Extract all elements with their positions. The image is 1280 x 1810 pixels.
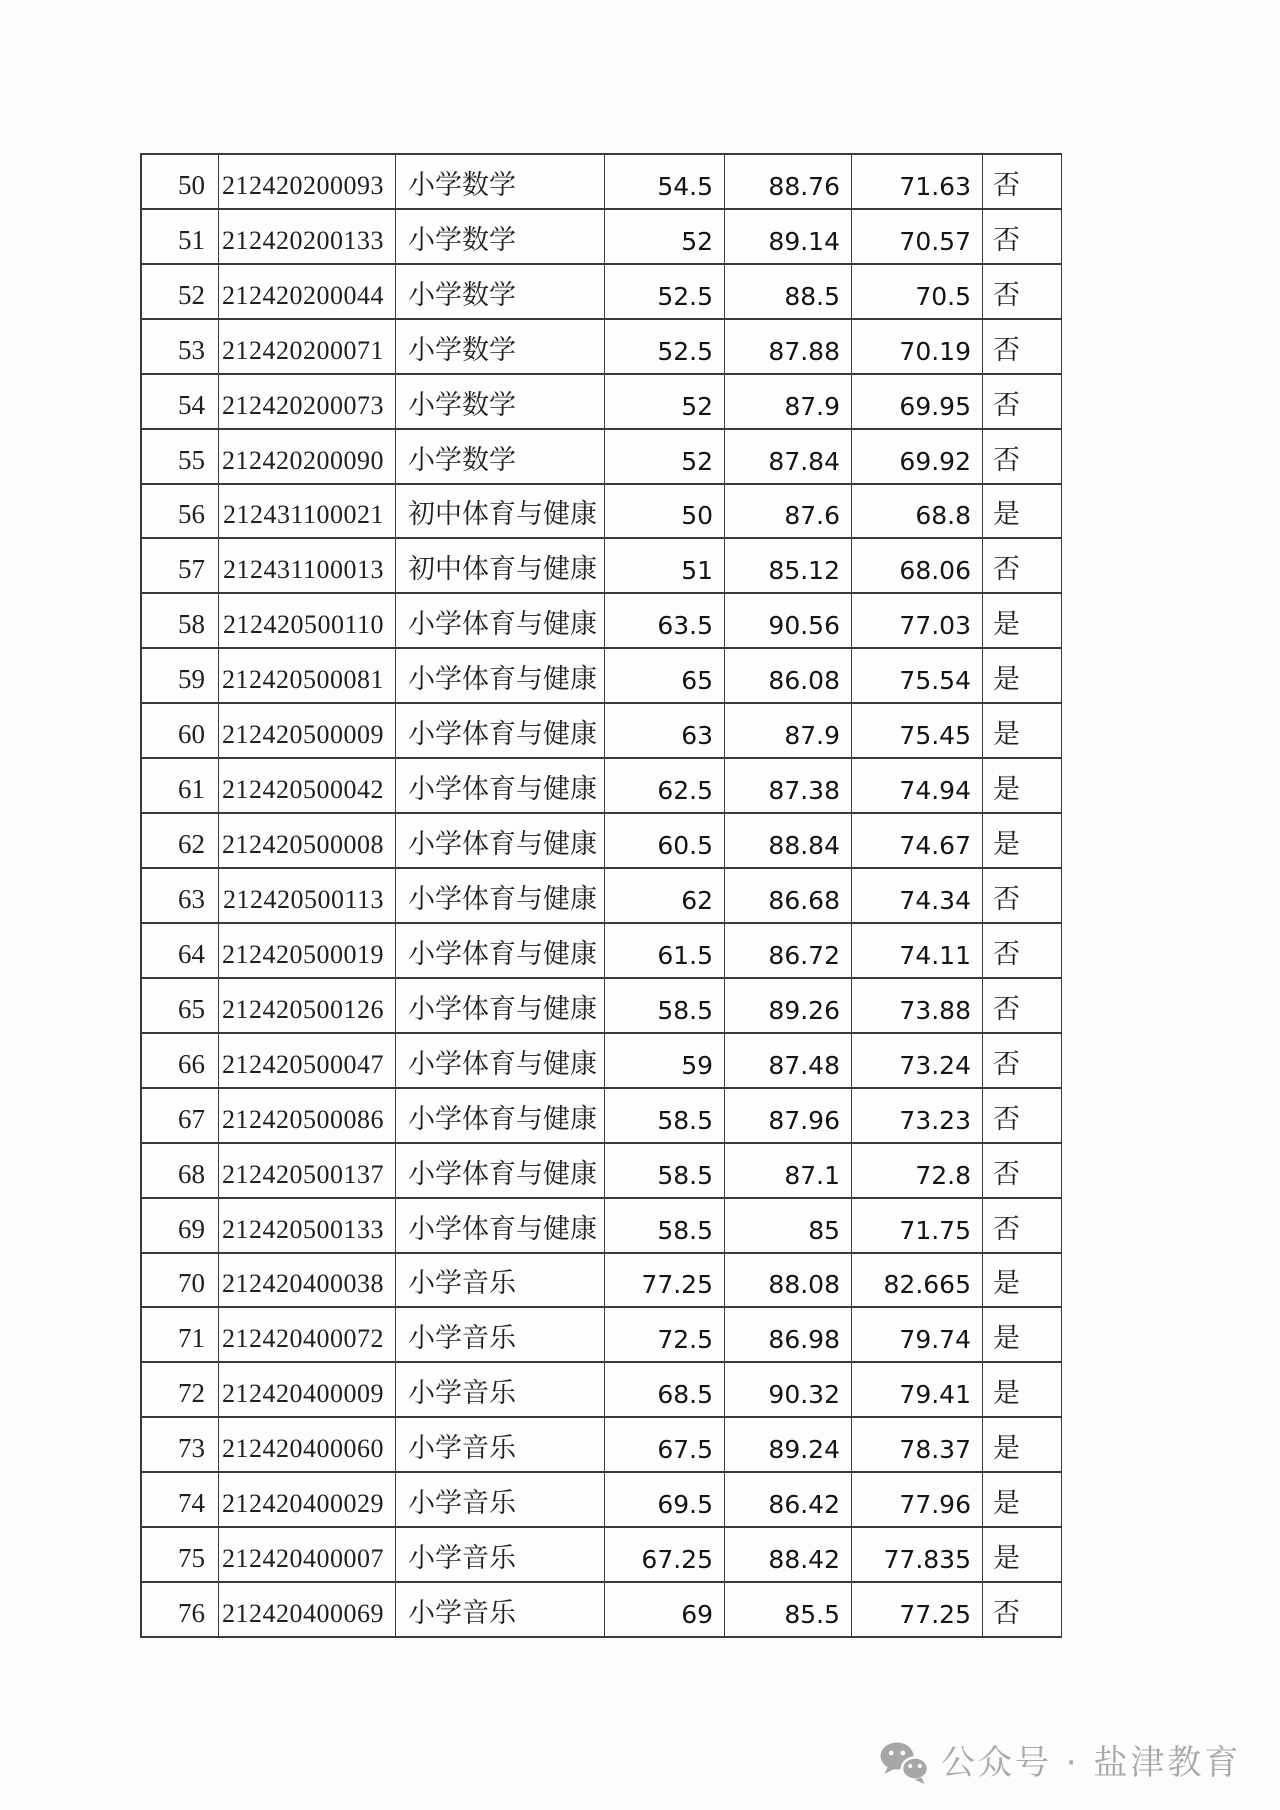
shortlisted-cell: 否 <box>983 320 1062 375</box>
total-score-cell: 75.45 <box>852 704 983 759</box>
candidate-id-cell: 212420200133 <box>219 210 396 265</box>
subject-cell: 初中体育与健康 <box>396 485 605 540</box>
score-1-cell: 58.5 <box>605 1144 725 1199</box>
score-2-cell: 85.12 <box>725 539 852 594</box>
subject-cell: 小学数学 <box>396 430 605 485</box>
candidate-id-cell: 212420400060 <box>219 1418 396 1473</box>
subject-cell: 小学音乐 <box>396 1308 605 1363</box>
candidate-id-cell: 212420500081 <box>219 649 396 704</box>
score-1-cell: 68.5 <box>605 1363 725 1418</box>
score-1-cell: 62.5 <box>605 759 725 814</box>
score-1-cell: 65 <box>605 649 725 704</box>
total-score-cell: 70.57 <box>852 210 983 265</box>
shortlisted-cell: 否 <box>983 1583 1062 1638</box>
candidate-id-cell: 212420200073 <box>219 375 396 430</box>
score-2-cell: 90.56 <box>725 594 852 649</box>
candidate-id-cell: 212420400072 <box>219 1308 396 1363</box>
total-score-cell: 69.92 <box>852 430 983 485</box>
total-score-cell: 69.95 <box>852 375 983 430</box>
score-1-cell: 58.5 <box>605 1089 725 1144</box>
total-score-cell: 79.41 <box>852 1363 983 1418</box>
total-score-cell: 71.63 <box>852 155 983 210</box>
total-score-cell: 77.96 <box>852 1473 983 1528</box>
total-score-cell: 73.23 <box>852 1089 983 1144</box>
rank-cell: 51 <box>142 210 219 265</box>
score-1-cell: 67.5 <box>605 1418 725 1473</box>
rank-cell: 59 <box>142 649 219 704</box>
shortlisted-cell: 是 <box>983 759 1062 814</box>
score-2-cell: 89.14 <box>725 210 852 265</box>
subject-cell: 小学体育与健康 <box>396 649 605 704</box>
shortlisted-cell: 是 <box>983 649 1062 704</box>
total-score-cell: 82.665 <box>852 1254 983 1309</box>
score-2-cell: 87.48 <box>725 1034 852 1089</box>
rank-cell: 74 <box>142 1473 219 1528</box>
total-score-cell: 71.75 <box>852 1199 983 1254</box>
score-1-cell: 51 <box>605 539 725 594</box>
score-1-cell: 63.5 <box>605 594 725 649</box>
shortlisted-cell: 否 <box>983 1034 1062 1089</box>
score-1-cell: 63 <box>605 704 725 759</box>
rank-cell: 76 <box>142 1583 219 1638</box>
total-score-cell: 74.34 <box>852 869 983 924</box>
rank-cell: 66 <box>142 1034 219 1089</box>
shortlisted-cell: 是 <box>983 1308 1062 1363</box>
score-2-cell: 88.76 <box>725 155 852 210</box>
score-2-cell: 86.72 <box>725 924 852 979</box>
total-score-cell: 68.8 <box>852 485 983 540</box>
total-score-cell: 73.24 <box>852 1034 983 1089</box>
score-2-cell: 88.84 <box>725 814 852 869</box>
score-2-cell: 87.84 <box>725 430 852 485</box>
score-2-cell: 88.5 <box>725 265 852 320</box>
rank-cell: 73 <box>142 1418 219 1473</box>
rank-cell: 71 <box>142 1308 219 1363</box>
score-1-cell: 62 <box>605 869 725 924</box>
total-score-cell: 72.8 <box>852 1144 983 1199</box>
score-2-cell: 87.38 <box>725 759 852 814</box>
shortlisted-cell: 否 <box>983 979 1062 1034</box>
subject-cell: 小学体育与健康 <box>396 1034 605 1089</box>
shortlisted-cell: 否 <box>983 924 1062 979</box>
candidate-id-cell: 212420500137 <box>219 1144 396 1199</box>
score-1-cell: 50 <box>605 485 725 540</box>
subject-cell: 小学体育与健康 <box>396 594 605 649</box>
total-score-cell: 70.5 <box>852 265 983 320</box>
candidate-id-cell: 212420200090 <box>219 430 396 485</box>
candidate-id-cell: 212431100021 <box>219 485 396 540</box>
score-2-cell: 86.68 <box>725 869 852 924</box>
score-2-cell: 87.1 <box>725 1144 852 1199</box>
subject-cell: 小学体育与健康 <box>396 1089 605 1144</box>
total-score-cell: 74.67 <box>852 814 983 869</box>
candidate-id-cell: 212420500126 <box>219 979 396 1034</box>
subject-cell: 小学体育与健康 <box>396 1144 605 1199</box>
shortlisted-cell: 是 <box>983 1473 1062 1528</box>
subject-cell: 小学音乐 <box>396 1254 605 1309</box>
total-score-cell: 77.835 <box>852 1528 983 1583</box>
total-score-cell: 70.19 <box>852 320 983 375</box>
score-1-cell: 69.5 <box>605 1473 725 1528</box>
score-1-cell: 77.25 <box>605 1254 725 1309</box>
candidate-id-cell: 212420400038 <box>219 1254 396 1309</box>
total-score-cell: 77.03 <box>852 594 983 649</box>
wechat-icon <box>878 1740 930 1786</box>
results-table <box>140 153 1062 1638</box>
candidate-id-cell: 212420500008 <box>219 814 396 869</box>
score-2-cell: 86.42 <box>725 1473 852 1528</box>
subject-cell: 小学音乐 <box>396 1528 605 1583</box>
subject-cell: 小学体育与健康 <box>396 759 605 814</box>
total-score-cell: 74.94 <box>852 759 983 814</box>
score-1-cell: 59 <box>605 1034 725 1089</box>
rank-cell: 50 <box>142 155 219 210</box>
rank-cell: 55 <box>142 430 219 485</box>
subject-cell: 小学数学 <box>396 155 605 210</box>
candidate-id-cell: 212420500009 <box>219 704 396 759</box>
shortlisted-cell: 是 <box>983 1528 1062 1583</box>
score-2-cell: 87.9 <box>725 704 852 759</box>
rank-cell: 62 <box>142 814 219 869</box>
score-1-cell: 52.5 <box>605 265 725 320</box>
score-1-cell: 52 <box>605 430 725 485</box>
score-2-cell: 89.26 <box>725 979 852 1034</box>
total-score-cell: 68.06 <box>852 539 983 594</box>
candidate-id-cell: 212420500110 <box>219 594 396 649</box>
subject-cell: 初中体育与健康 <box>396 539 605 594</box>
candidate-id-cell: 212420500113 <box>219 869 396 924</box>
watermark <box>878 1737 1241 1789</box>
score-1-cell: 72.5 <box>605 1308 725 1363</box>
shortlisted-cell: 是 <box>983 814 1062 869</box>
score-1-cell: 52 <box>605 210 725 265</box>
candidate-id-cell: 212420500019 <box>219 924 396 979</box>
rank-cell: 57 <box>142 539 219 594</box>
shortlisted-cell: 否 <box>983 1089 1062 1144</box>
candidate-id-cell: 212420400007 <box>219 1528 396 1583</box>
total-score-cell: 73.88 <box>852 979 983 1034</box>
candidate-id-cell: 212420500047 <box>219 1034 396 1089</box>
shortlisted-cell: 否 <box>983 869 1062 924</box>
score-2-cell: 87.6 <box>725 485 852 540</box>
score-2-cell: 86.98 <box>725 1308 852 1363</box>
candidate-id-cell: 212420200071 <box>219 320 396 375</box>
score-1-cell: 58.5 <box>605 979 725 1034</box>
total-score-cell: 79.74 <box>852 1308 983 1363</box>
score-1-cell: 54.5 <box>605 155 725 210</box>
shortlisted-cell: 否 <box>983 155 1062 210</box>
total-score-cell: 75.54 <box>852 649 983 704</box>
subject-cell: 小学音乐 <box>396 1363 605 1418</box>
score-2-cell: 90.32 <box>725 1363 852 1418</box>
shortlisted-cell: 否 <box>983 210 1062 265</box>
total-score-cell: 78.37 <box>852 1418 983 1473</box>
rank-cell: 72 <box>142 1363 219 1418</box>
subject-cell: 小学体育与健康 <box>396 924 605 979</box>
score-2-cell: 87.9 <box>725 375 852 430</box>
score-2-cell: 86.08 <box>725 649 852 704</box>
candidate-id-cell: 212420200044 <box>219 265 396 320</box>
subject-cell: 小学音乐 <box>396 1473 605 1528</box>
shortlisted-cell: 否 <box>983 265 1062 320</box>
total-score-cell: 74.11 <box>852 924 983 979</box>
score-2-cell: 85 <box>725 1199 852 1254</box>
score-2-cell: 88.42 <box>725 1528 852 1583</box>
subject-cell: 小学数学 <box>396 320 605 375</box>
rank-cell: 53 <box>142 320 219 375</box>
score-2-cell: 87.96 <box>725 1089 852 1144</box>
rank-cell: 75 <box>142 1528 219 1583</box>
shortlisted-cell: 是 <box>983 1418 1062 1473</box>
rank-cell: 60 <box>142 704 219 759</box>
rank-cell: 54 <box>142 375 219 430</box>
shortlisted-cell: 是 <box>983 1363 1062 1418</box>
subject-cell: 小学数学 <box>396 210 605 265</box>
total-score-cell: 77.25 <box>852 1583 983 1638</box>
subject-cell: 小学体育与健康 <box>396 814 605 869</box>
candidate-id-cell: 212431100013 <box>219 539 396 594</box>
subject-cell: 小学体育与健康 <box>396 979 605 1034</box>
shortlisted-cell: 否 <box>983 1144 1062 1199</box>
shortlisted-cell: 是 <box>983 704 1062 759</box>
rank-cell: 52 <box>142 265 219 320</box>
candidate-id-cell: 212420200093 <box>219 155 396 210</box>
candidate-id-cell: 212420500086 <box>219 1089 396 1144</box>
rank-cell: 64 <box>142 924 219 979</box>
candidate-id-cell: 212420400009 <box>219 1363 396 1418</box>
shortlisted-cell: 否 <box>983 375 1062 430</box>
candidate-id-cell: 212420400029 <box>219 1473 396 1528</box>
candidate-id-cell: 212420500042 <box>219 759 396 814</box>
score-2-cell: 88.08 <box>725 1254 852 1309</box>
candidate-id-cell: 212420400069 <box>219 1583 396 1638</box>
score-1-cell: 61.5 <box>605 924 725 979</box>
rank-cell: 61 <box>142 759 219 814</box>
subject-cell: 小学数学 <box>396 265 605 320</box>
score-2-cell: 89.24 <box>725 1418 852 1473</box>
score-2-cell: 85.5 <box>725 1583 852 1638</box>
watermark-label: 公众号 · 盐津教育 <box>941 1743 1242 1783</box>
shortlisted-cell: 否 <box>983 1199 1062 1254</box>
shortlisted-cell: 是 <box>983 1254 1062 1309</box>
subject-cell: 小学音乐 <box>396 1583 605 1638</box>
shortlisted-cell: 否 <box>983 539 1062 594</box>
rank-cell: 69 <box>142 1199 219 1254</box>
subject-cell: 小学体育与健康 <box>396 1199 605 1254</box>
rank-cell: 68 <box>142 1144 219 1199</box>
subject-cell: 小学数学 <box>396 375 605 430</box>
rank-cell: 63 <box>142 869 219 924</box>
rank-cell: 70 <box>142 1254 219 1309</box>
score-2-cell: 87.88 <box>725 320 852 375</box>
candidate-id-cell: 212420500133 <box>219 1199 396 1254</box>
score-1-cell: 52 <box>605 375 725 430</box>
shortlisted-cell: 是 <box>983 594 1062 649</box>
rank-cell: 58 <box>142 594 219 649</box>
subject-cell: 小学音乐 <box>396 1418 605 1473</box>
score-1-cell: 60.5 <box>605 814 725 869</box>
score-1-cell: 52.5 <box>605 320 725 375</box>
shortlisted-cell: 是 <box>983 485 1062 540</box>
rank-cell: 67 <box>142 1089 219 1144</box>
shortlisted-cell: 否 <box>983 430 1062 485</box>
score-1-cell: 67.25 <box>605 1528 725 1583</box>
subject-cell: 小学体育与健康 <box>396 704 605 759</box>
score-1-cell: 58.5 <box>605 1199 725 1254</box>
rank-cell: 56 <box>142 485 219 540</box>
subject-cell: 小学体育与健康 <box>396 869 605 924</box>
score-1-cell: 69 <box>605 1583 725 1638</box>
rank-cell: 65 <box>142 979 219 1034</box>
